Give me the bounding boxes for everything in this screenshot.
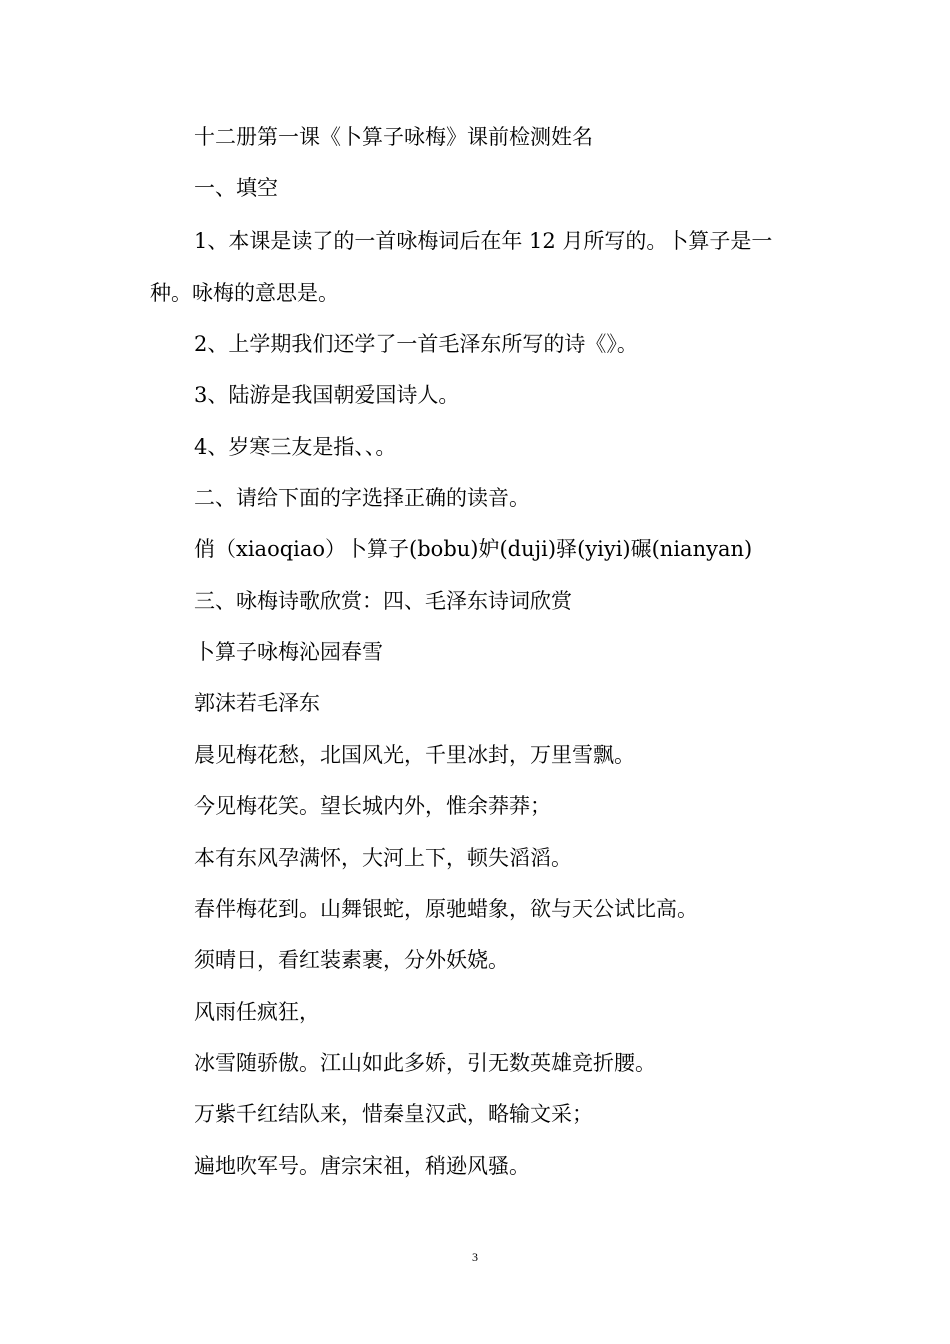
poem-line: 晨见梅花愁，北国风光，千里冰封，万里雪飘。	[194, 743, 635, 767]
poem-authors: 郭沫若毛泽东	[194, 691, 320, 715]
poem-line: 冰雪随骄傲。江山如此多娇，引无数英雄竞折腰。	[194, 1051, 656, 1075]
section-heading-pronunciation: 二、请给下面的字选择正确的读音。	[194, 486, 530, 510]
poem-line: 春伴梅花到。山舞银蛇，原驰蜡象，欲与天公试比高。	[194, 897, 698, 921]
poem-line: 万紫千红结队来，惜秦皇汉武，略输文采；	[194, 1102, 593, 1126]
pinyin-choices: 俏（xiaoqiao）卜算子(bobu)妒(duji)驿(yiyi)碾(nianyan)	[194, 537, 753, 561]
poem-line: 今见梅花笑。望长城内外，惟余莽莽；	[194, 794, 551, 818]
question-2: 2、上学期我们还学了一首毛泽东所写的诗《》。	[194, 332, 638, 356]
poem-titles: 卜算子咏梅沁园春雪	[194, 640, 383, 664]
question-3: 3、陆游是我国朝爱国诗人。	[194, 383, 460, 407]
poem-line: 须晴日，看红装素裹，分外妖娆。	[194, 948, 509, 972]
document-title: 十二册第一课《卜算子咏梅》课前检测姓名	[194, 125, 593, 149]
poem-line: 风雨任疯狂，	[194, 1000, 320, 1024]
section-heading-poetry: 三、咏梅诗歌欣赏：四、毛泽东诗词欣赏	[194, 589, 572, 613]
question-4: 4、岁寒三友是指、、。	[194, 435, 397, 459]
question-1-line-1: 1、本课是读了的一首咏梅词后在年 12 月所写的。卜算子是一	[194, 229, 773, 253]
question-1-line-2: 种。咏梅的意思是。	[150, 281, 339, 305]
poem-line: 遍地吹军号。唐宗宋祖，稍逊风骚。	[194, 1154, 530, 1178]
page-number: 3	[472, 1250, 478, 1264]
section-heading-fill-blank: 一、填空	[194, 176, 278, 200]
poem-line: 本有东风孕满怀，大河上下，顿失滔滔。	[194, 846, 572, 870]
